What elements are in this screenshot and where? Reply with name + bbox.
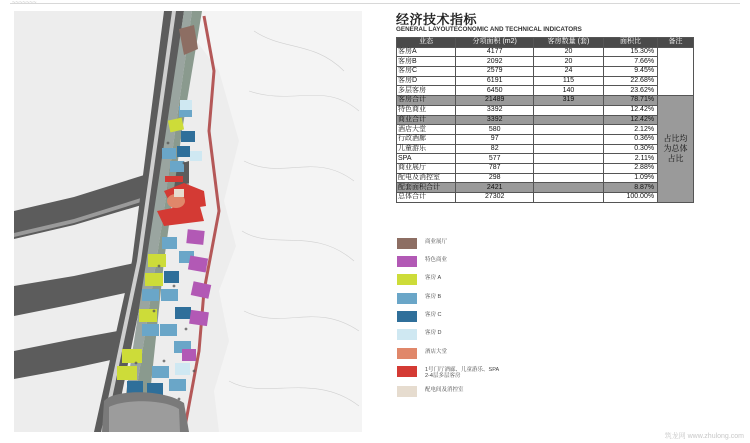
cell-area: 21489 <box>456 96 534 106</box>
cell-rooms <box>534 193 604 203</box>
cell-area: 3392 <box>456 115 534 125</box>
table-row <box>397 193 694 203</box>
cell-ratio: 2.11% <box>603 154 657 164</box>
table-row <box>397 183 694 193</box>
site-plan-image <box>14 11 362 432</box>
cell-area: 2092 <box>456 57 534 67</box>
cell-ratio: 2.12% <box>603 125 657 135</box>
cell-type: 客房合计 <box>397 96 456 106</box>
cell-ratio: 78.71% <box>603 96 657 106</box>
cell-ratio: 2.88% <box>603 163 657 173</box>
cell-area: 97 <box>456 134 534 144</box>
table-row <box>397 76 694 86</box>
cell-rooms: 20 <box>534 47 604 57</box>
legend-swatch <box>397 386 417 397</box>
cell-ratio: 8.87% <box>603 183 657 193</box>
cell-area: 6191 <box>456 76 534 86</box>
cell-type: 配电及消控室 <box>397 173 456 183</box>
table-row <box>397 154 694 164</box>
table-header-row <box>397 38 694 48</box>
cell-rooms <box>534 183 604 193</box>
table-row <box>397 125 694 135</box>
header-note: 备注 <box>658 38 694 48</box>
cell-type: 酒店大堂 <box>397 125 456 135</box>
cell-type: 特色商业 <box>397 105 456 115</box>
table-row <box>397 144 694 154</box>
cell-ratio: 15.30% <box>603 47 657 57</box>
cell-type: 商业展厅 <box>397 163 456 173</box>
table-row <box>397 115 694 125</box>
table-row <box>397 134 694 144</box>
cell-ratio: 12.42% <box>603 105 657 115</box>
table-row <box>397 57 694 67</box>
cell-area: 3392 <box>456 105 534 115</box>
cell-type: 儿童游乐 <box>397 144 456 154</box>
cell-type: 客房B <box>397 57 456 67</box>
cell-area: 298 <box>456 173 534 183</box>
legend-label: 客房 D <box>425 330 442 336</box>
cell-rooms: 115 <box>534 76 604 86</box>
legend-label: 1号门厅酒廊、儿童游乐、SPA 2-4层多层客房 <box>425 367 500 379</box>
cell-rooms <box>534 105 604 115</box>
legend-label: 客房 C <box>425 312 442 318</box>
cell-rooms <box>534 173 604 183</box>
table-row <box>397 47 694 57</box>
cell-type: 总体合计 <box>397 193 456 203</box>
cell-ratio: 0.30% <box>603 144 657 154</box>
table-title: 经济技术指标 <box>396 12 478 27</box>
cell-area: 4177 <box>456 47 534 57</box>
legend-label: 特色商业 <box>425 257 448 263</box>
cell-ratio: 22.68% <box>603 76 657 86</box>
legend-swatch <box>397 311 417 322</box>
cell-ratio: 7.66% <box>603 57 657 67</box>
legend-swatch <box>397 274 417 285</box>
header-rooms: 客房数量 (套) <box>534 38 604 48</box>
cell-rooms: 319 <box>534 96 604 106</box>
legend-swatch <box>397 329 417 340</box>
table-row <box>397 105 694 115</box>
top-divider <box>10 3 740 4</box>
indicators-table <box>396 37 694 203</box>
watermark: 筑龙网 www.zhulong.com <box>664 433 744 440</box>
cell-area: 577 <box>456 154 534 164</box>
cell-rooms: 20 <box>534 57 604 67</box>
table-row <box>397 173 694 183</box>
table-row <box>397 163 694 173</box>
cell-area: 6450 <box>456 86 534 96</box>
cell-type: 多层客房 <box>397 86 456 96</box>
cell-type: 客房C <box>397 67 456 77</box>
legend-label: 客房 A <box>425 275 442 281</box>
legend-swatch <box>397 238 417 249</box>
table-subtitle: GENERAL LAYOUTECONOMIC AND TECHNICAL INDICATORS <box>396 26 582 33</box>
cell-rooms <box>534 154 604 164</box>
cell-ratio: 1.09% <box>603 173 657 183</box>
header-type: 业态 <box>397 38 456 48</box>
table-row <box>397 67 694 77</box>
cell-ratio: 0.36% <box>603 134 657 144</box>
cell-type: 行政酒廊 <box>397 134 456 144</box>
legend-swatch <box>397 256 417 267</box>
cell-rooms <box>534 134 604 144</box>
cell-rooms <box>534 163 604 173</box>
cell-type: 配套面积合计 <box>397 183 456 193</box>
cell-note: 占比均为总体占比 <box>658 96 694 203</box>
cell-type: 客房D <box>397 76 456 86</box>
cell-type: 商业合计 <box>397 115 456 125</box>
cell-rooms <box>534 115 604 125</box>
cell-area: 787 <box>456 163 534 173</box>
cell-ratio: 9.45% <box>603 67 657 77</box>
cell-area: 27302 <box>456 193 534 203</box>
legend-label: 配电间及消控室 <box>425 387 464 393</box>
header-area: 分项面积 (m2) <box>456 38 534 48</box>
legend-swatch <box>397 293 417 304</box>
cell-type: 客房A <box>397 47 456 57</box>
table-row <box>397 96 694 106</box>
cell-ratio: 23.62% <box>603 86 657 96</box>
legend-swatch <box>397 366 417 377</box>
cell-type: SPA <box>397 154 456 164</box>
legend-label: 酒店大堂 <box>425 349 448 355</box>
cell-ratio: 100.00% <box>603 193 657 203</box>
cell-area: 2421 <box>456 183 534 193</box>
legend-label: 商业展厅 <box>425 239 448 245</box>
legend-swatch <box>397 348 417 359</box>
table-body <box>397 47 694 202</box>
legend-label: 客房 B <box>425 294 442 300</box>
cell-rooms <box>534 125 604 135</box>
table-row <box>397 86 694 96</box>
cell-rooms <box>534 144 604 154</box>
cell-area: 580 <box>456 125 534 135</box>
cell-rooms: 140 <box>534 86 604 96</box>
cell-area: 2579 <box>456 67 534 77</box>
header-ratio: 面积比 <box>603 38 657 48</box>
cell-rooms: 24 <box>534 67 604 77</box>
cell-ratio: 12.42% <box>603 115 657 125</box>
cell-area: 82 <box>456 144 534 154</box>
